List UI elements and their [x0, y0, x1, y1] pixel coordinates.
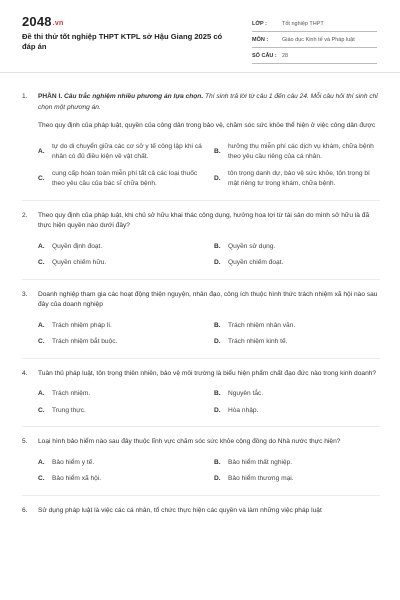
option-text: hưởng thụ miễn phí các dịch vụ khám, chữa bệnh theo yêu cầu riêng của cá nhân. [228, 142, 374, 160]
question-number: 1. [22, 93, 28, 100]
answer-option-a[interactable] [38, 458, 204, 469]
logo-text: 2048 [22, 14, 52, 29]
question-number: 3. [22, 290, 28, 298]
answer-option-b[interactable] [214, 142, 380, 163]
option-text: Trách nhiệm. [52, 390, 91, 397]
question-1 [22, 92, 380, 190]
option-letter: A. [38, 321, 45, 329]
answer-option-b[interactable] [214, 458, 380, 469]
logo-suffix: .vn [52, 20, 64, 27]
option-text: Bảo hiểm xã hội. [52, 475, 102, 482]
answer-options [38, 142, 380, 190]
answer-option-c[interactable] [38, 169, 204, 190]
option-text: Trách nhiệm pháp lí. [52, 321, 112, 329]
question-text: Loại hình bảo hiểm nào sau đây thuộc lĩnh vực chăm sóc sức khỏe cộng đồng do Nhà nước thực hiện? [38, 438, 341, 445]
question-text: Sử dụng pháp luật là việc các cá nhân, tổ chức thực hiện các quyền và làm những việc pháp luật [38, 506, 322, 514]
option-text: Trách nhiệm bắt buộc. [52, 338, 118, 345]
option-letter: D. [214, 338, 221, 345]
answer-option-d[interactable] [214, 406, 380, 417]
answer-option-d[interactable] [214, 258, 380, 269]
answer-option-a[interactable] [38, 242, 204, 253]
answer-option-b[interactable] [214, 321, 380, 332]
option-letter: C. [38, 338, 45, 345]
option-letter: A. [38, 147, 45, 155]
option-text: Quyền chiếm hữu. [52, 259, 107, 266]
option-letter: D. [214, 259, 221, 266]
header-divider [0, 72, 400, 73]
question-number: 4. [22, 369, 28, 377]
question-number: 2. [22, 211, 28, 219]
part-heading [38, 92, 380, 113]
option-letter: B. [214, 390, 221, 397]
answer-option-b[interactable] [214, 242, 380, 253]
option-letter: D. [214, 475, 221, 482]
option-letter: B. [214, 147, 221, 155]
answer-option-d[interactable] [214, 169, 380, 190]
document-meta-table [252, 16, 377, 64]
question-divider [22, 426, 380, 427]
question-divider [22, 200, 380, 201]
question-text: Doanh nghiệp tham gia các hoạt động thiện nguyện, nhân đạo, công ích thuộc hình thức trách nhiệm xã hội nào sau đây của doanh nghiệp [38, 290, 378, 308]
meta-row-count [252, 48, 377, 64]
option-letter: A. [38, 242, 45, 250]
option-letter: A. [38, 390, 45, 397]
answer-option-c[interactable] [38, 474, 204, 485]
option-letter: B. [214, 242, 221, 250]
document-title: Đề thi thử tốt nghiệp THPT KTPL sở Hậu Giang 2025 có đáp án [22, 32, 223, 51]
question-divider [22, 279, 380, 280]
meta-row-subject [252, 32, 377, 48]
part-subtitle: Câu trắc nghiệm nhiều phương án lựa chọn. [64, 93, 204, 100]
meta-label: SỐ CÂU : [252, 52, 277, 59]
meta-value: 28 [282, 52, 289, 59]
option-letter: D. [214, 174, 221, 182]
option-letter: B. [214, 321, 221, 329]
meta-row-class [252, 16, 377, 32]
question-number: 6. [22, 506, 28, 514]
answer-option-c[interactable] [38, 337, 204, 348]
question-divider [22, 358, 380, 359]
question-list [22, 92, 380, 516]
option-text: cung cấp hoàn toàn miễn phí tất cả các loại thuốc theo yêu cầu của bác sĩ chữa bệnh. [52, 169, 198, 187]
question-6 [22, 506, 380, 517]
meta-value: Tốt nghiệp THPT [282, 20, 324, 27]
option-text: Quyền định đoạt. [52, 242, 103, 250]
answer-option-a[interactable] [38, 321, 204, 332]
option-text: Trách nhiệm kinh tế. [228, 338, 288, 345]
answer-options [38, 242, 380, 269]
option-text: tôn trọng danh dự, bảo vệ sức khỏe, tôn trọng bí mật riêng tư trong khám, chữa bệnh. [228, 169, 370, 187]
option-letter: C. [38, 475, 45, 482]
option-text: Quyền chiếm đoạt. [228, 259, 284, 266]
option-letter: B. [214, 458, 221, 466]
option-text: tự do di chuyển giữa các cơ sở y tế công lập khi cá nhân có đủ điều kiện về vật chất. [52, 142, 202, 160]
answer-option-d[interactable] [214, 337, 380, 348]
question-2 [22, 211, 380, 269]
answer-option-a[interactable] [38, 389, 204, 400]
meta-value: Giáo dục Kinh tế và Pháp luật [282, 36, 355, 43]
option-letter: D. [214, 406, 221, 414]
option-text: Hòa nhập. [228, 406, 259, 414]
answer-options [38, 458, 380, 485]
option-text: Bảo hiểm thất nghiệp. [228, 458, 293, 466]
question-5 [22, 437, 380, 485]
answer-options [38, 389, 380, 416]
part-title: PHẦN I. [38, 93, 63, 100]
option-text: Trung thực. [52, 406, 86, 414]
question-text: Theo quy định của pháp luật, quyền của công dân trong bảo vệ, chăm sóc sức khỏe thể hiện ở việc công dân được [38, 122, 376, 129]
option-letter: C. [38, 174, 45, 182]
meta-label: MÔN : [252, 36, 269, 43]
answer-option-c[interactable] [38, 406, 204, 417]
meta-label: LỚP : [252, 20, 267, 27]
question-text: Tuân thủ pháp luật, tôn trọng thiên nhiên, bảo vệ môi trường là biểu hiện phẩm chất đạo đức nào trong kinh doanh? [38, 369, 377, 377]
site-logo[interactable] [22, 14, 63, 29]
question-3 [22, 290, 380, 348]
question-text: Theo quy định của pháp luật, khi chủ sở hữu khai thác công dụng, hưởng hoa lợi từ tài sản do mình sở hữu là đã thực hiện quyền nào dưới đây? [38, 211, 370, 229]
option-text: Bảo hiểm y tế. [52, 458, 95, 466]
answer-options [38, 321, 380, 348]
question-number: 5. [22, 438, 28, 445]
answer-option-c[interactable] [38, 258, 204, 269]
answer-option-d[interactable] [214, 474, 380, 485]
answer-option-a[interactable] [38, 142, 204, 163]
option-text: Quyền sử dụng. [228, 242, 276, 250]
document-header [22, 14, 378, 62]
option-letter: C. [38, 259, 45, 266]
answer-option-b[interactable] [214, 389, 380, 400]
option-letter: C. [38, 406, 45, 414]
option-text: Nguyên tắc. [228, 390, 264, 397]
question-divider [22, 495, 380, 496]
part-instruction: Thí sinh trả lời từ câu 1 đến câu 24. Mỗi câu hỏi thí sinh chỉ chọn một phương án. [38, 93, 378, 111]
question-4 [22, 369, 380, 417]
option-text: Bảo hiểm thương mại. [228, 475, 294, 482]
option-letter: A. [38, 458, 45, 466]
option-text: Trách nhiệm nhân văn. [228, 321, 296, 329]
